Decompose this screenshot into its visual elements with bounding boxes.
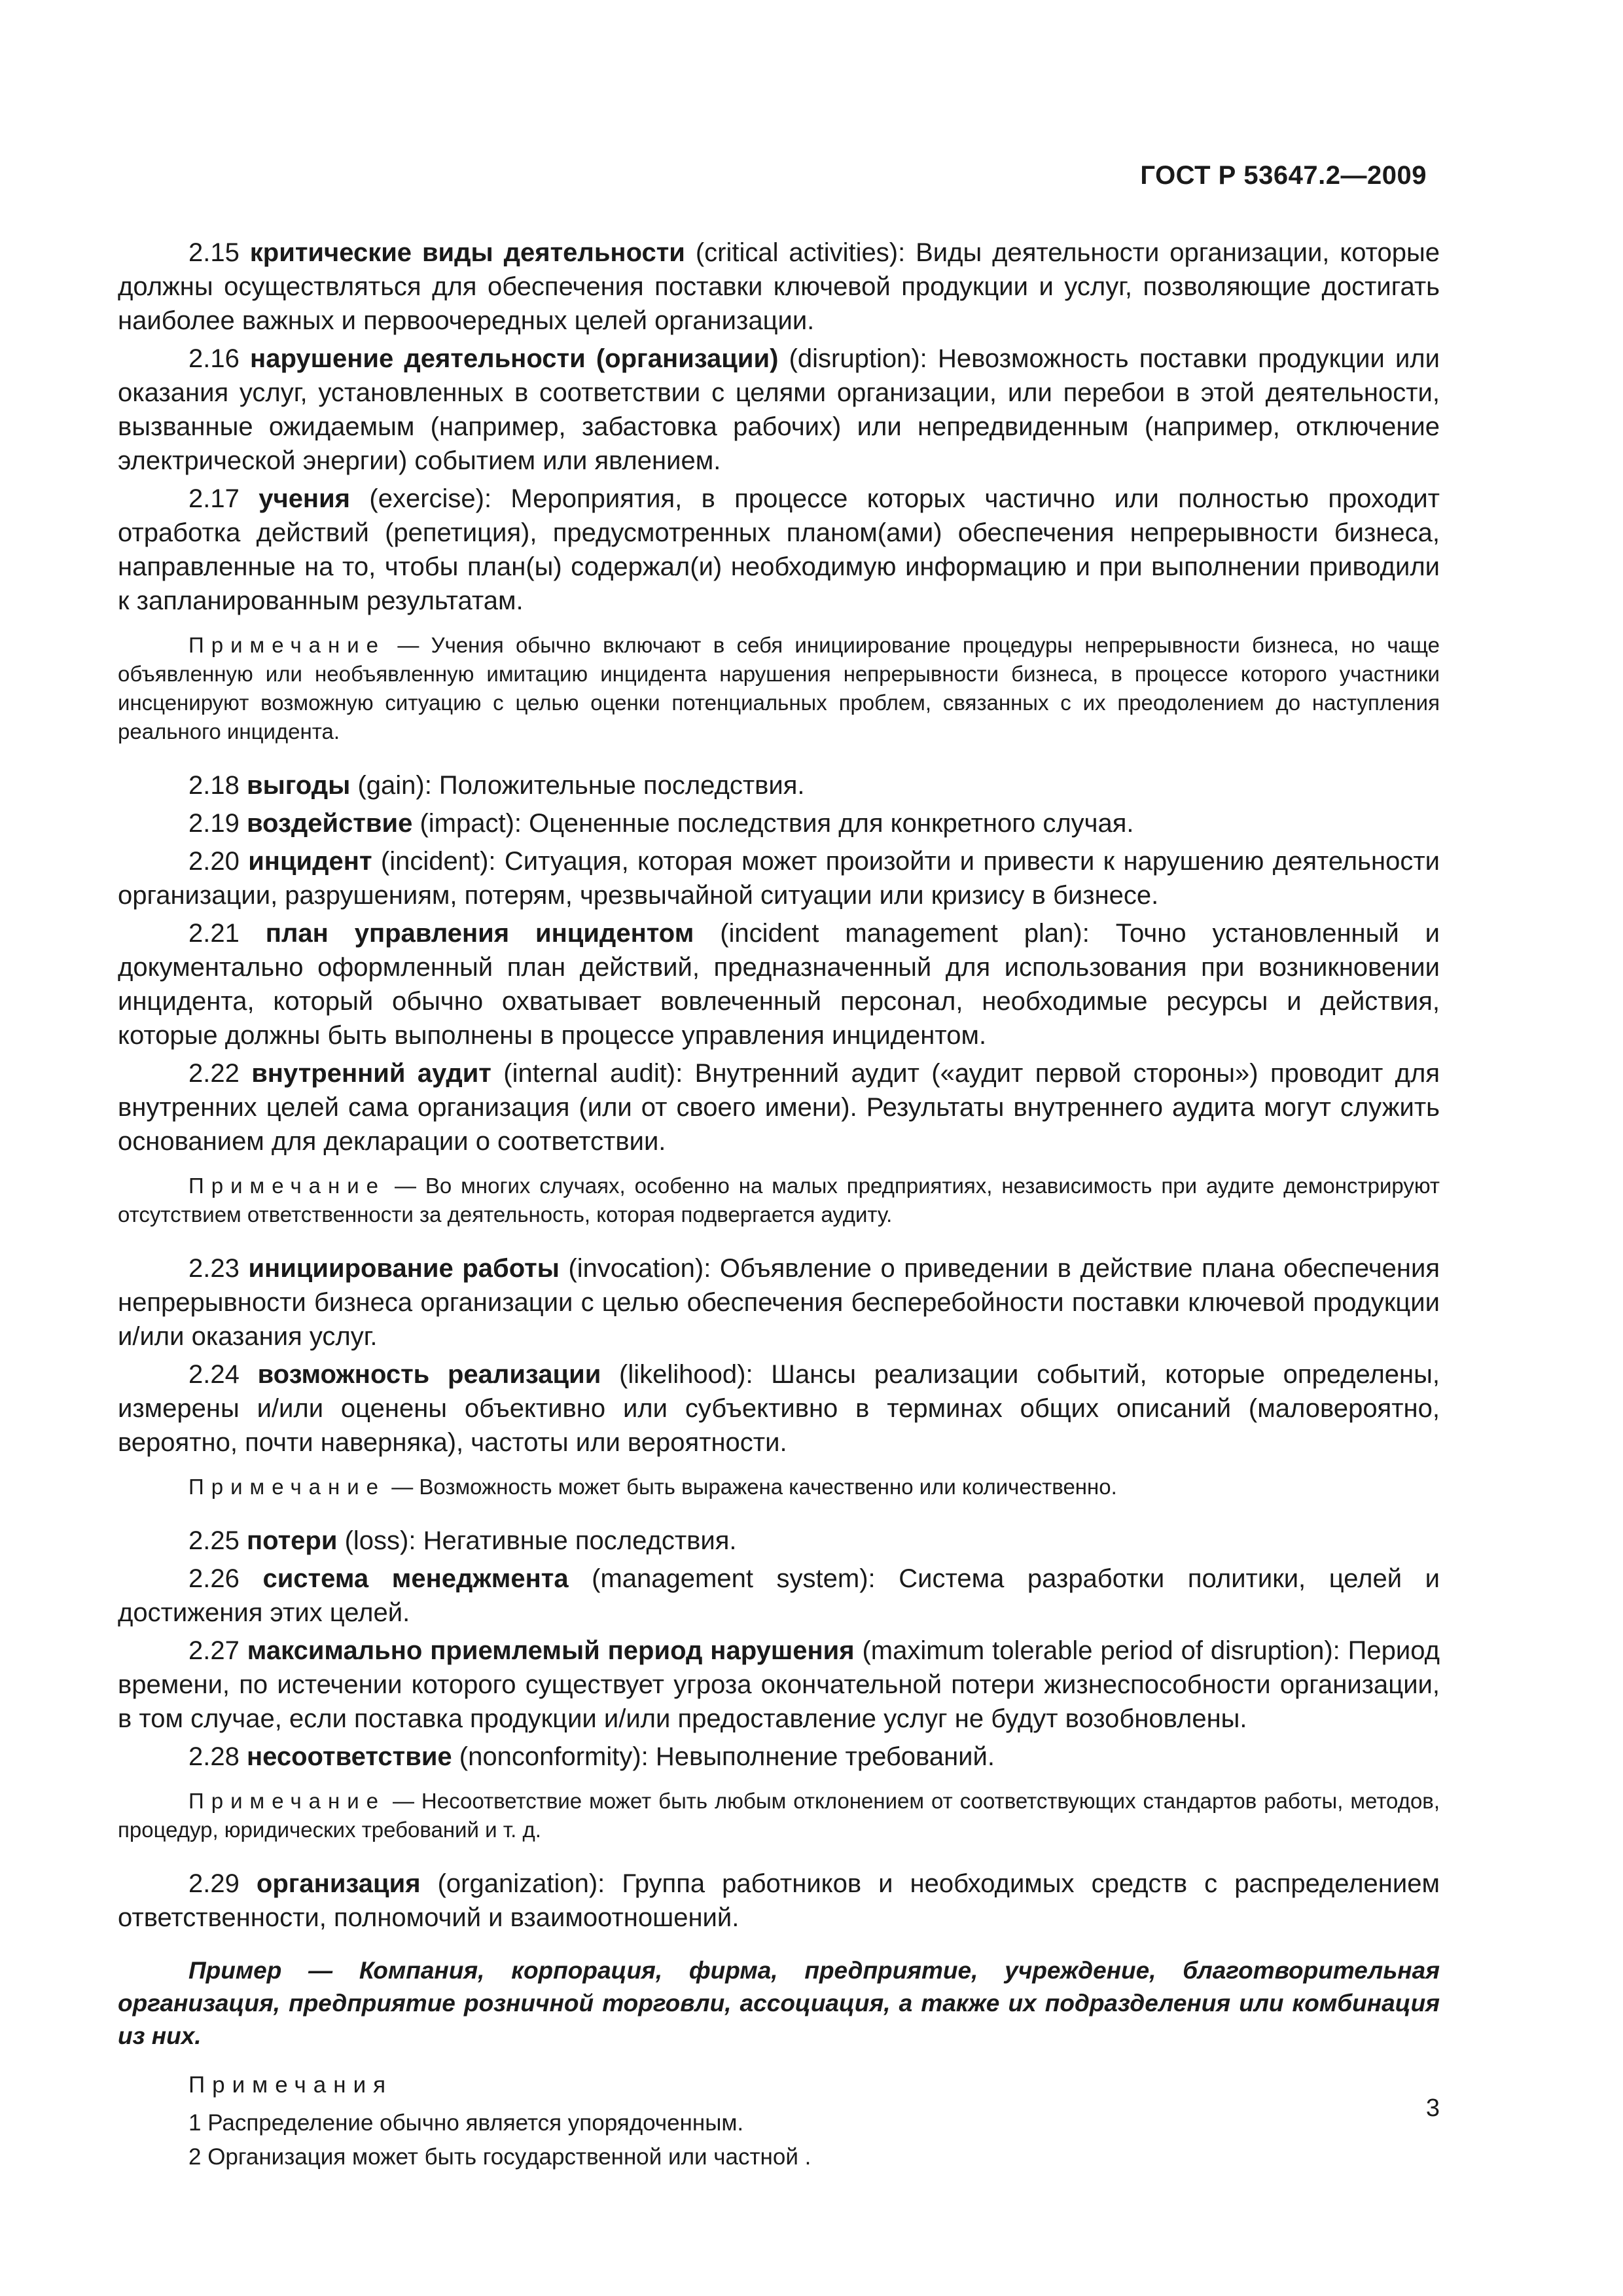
term-2-24 xyxy=(118,1357,1440,1460)
term-number: 2.27 xyxy=(188,1636,240,1665)
page-number: 3 xyxy=(1425,2094,1440,2122)
term-title: потери xyxy=(246,1526,338,1555)
term-2-28 xyxy=(118,1740,1440,1774)
term-title: учения xyxy=(259,484,351,513)
term-title: возможность реализации xyxy=(257,1360,601,1389)
term-number: 2.28 xyxy=(188,1742,240,1771)
note-text: — Возможность может быть выражена качественно или количественно. xyxy=(391,1475,1117,1499)
term-2-15 xyxy=(118,236,1440,338)
term-title: инцидент xyxy=(248,847,372,876)
term-2-16 xyxy=(118,342,1440,478)
term-title: несоответствие xyxy=(246,1742,452,1771)
term-title: нарушение деятельности (организации) xyxy=(250,344,779,373)
term-2-23 xyxy=(118,1251,1440,1354)
term-title: воздействие xyxy=(246,809,413,838)
term-number: 2.23 xyxy=(188,1254,240,1283)
term-2-17 xyxy=(118,482,1440,618)
term-2-20 xyxy=(118,844,1440,912)
term-title: система менеджмента xyxy=(262,1564,569,1593)
document-body xyxy=(118,236,1440,2174)
note-2-24 xyxy=(118,1473,1440,1501)
note-label: Примечание xyxy=(188,633,386,657)
term-number: 2.18 xyxy=(188,771,240,800)
term-2-19 xyxy=(118,806,1440,840)
note-2-28 xyxy=(118,1787,1440,1844)
note-label: Примечание xyxy=(188,1475,386,1499)
term-2-21 xyxy=(118,916,1440,1052)
note-text: — Во многих случаях, особенно на малых предприятиях, независимость при аудите демонстрируют отсутствием ответственности за деятельность, которая подвергается аудиту. xyxy=(118,1174,1440,1227)
term-definition: (nonconformity): Невыполнение требований. xyxy=(452,1742,995,1771)
notes-list-item: 2 Организация может быть государственной или частной . xyxy=(188,2144,812,2170)
term-number: 2.26 xyxy=(188,1564,240,1593)
term-title: критические виды деятельности xyxy=(249,238,685,267)
example-2-29: Пример — Компания, корпорация, фирма, предприятие, учреждение, благотворительная организация, предприятие розничной торговли, ассоциация, а также их подразделения или комбинация из них. xyxy=(118,1957,1440,2049)
term-2-25 xyxy=(118,1524,1440,1558)
note-label: Примечание xyxy=(188,1789,386,1813)
term-number: 2.22 xyxy=(188,1059,240,1088)
term-definition: (critical activities): Виды деятельности организации, которые должны осуществляться для обеспечения поставки ключевой продукции и услуг, позволяющие достигать наиболее важных и первоочередных целей организации. xyxy=(118,238,1440,335)
term-2-18 xyxy=(118,768,1440,802)
term-definition: (loss): Негативные последствия. xyxy=(337,1526,737,1555)
term-title: максимально приемлемый период нарушения xyxy=(247,1636,855,1665)
note-2-22 xyxy=(118,1172,1440,1229)
term-definition: (incident management plan): Точно установленный и документально оформленный план действий, предназначенный для использования при возникновении инцидента, который обычно охватывает вовлеченный персонал, необходимые ресурсы и действия, которые должны быть выполнены в процессе управления инцидентом. xyxy=(118,919,1440,1050)
notes-list-item: 1 Распределение обычно является упорядоченным. xyxy=(188,2110,744,2136)
notes-list-title: Примечания xyxy=(188,2072,393,2098)
term-number: 2.15 xyxy=(188,238,240,267)
term-definition: (management system): Система разработки политики, целей и достижения этих целей. xyxy=(118,1564,1440,1627)
term-definition: (likelihood): Шансы реализации событий, которые определены, измерены и/или оценены объективно или субъективно в терминах общих описаний (маловероятно, вероятно, почти наверняка), частоты или вероятности. xyxy=(118,1360,1440,1457)
term-title: инициирование работы xyxy=(248,1254,560,1283)
term-number: 2.16 xyxy=(188,344,240,373)
term-title: выгоды xyxy=(246,771,351,800)
document-id: ГОСТ Р 53647.2—2009 xyxy=(1140,161,1427,190)
term-definition: (invocation): Объявление о приведении в действие плана обеспечения непрерывности бизнеса организации с целью обеспечения бесперебойности поставки ключевой продукции и/или оказания услуг. xyxy=(118,1254,1440,1351)
term-definition: (exercise): Мероприятия, в процессе которых частично или полностью проходит отработка действий (репетиция), предусмотренных планом(ами) обеспечения непрерывности бизнеса, направленные на то, чтобы план(ы) содержал(и) необходимую информацию и при выполнении приводили к запланированным результатам. xyxy=(118,484,1440,615)
term-number: 2.21 xyxy=(188,919,240,948)
note-text: — Несоответствие может быть любым отклонением от соответствующих стандартов работы, методов, процедур, юридических требований и т. д. xyxy=(118,1789,1440,1842)
term-number: 2.25 xyxy=(188,1526,240,1555)
term-title: план управления инцидентом xyxy=(265,919,694,948)
term-2-27 xyxy=(118,1634,1440,1736)
term-definition: (impact): Оцененные последствия для конкретного случая. xyxy=(412,809,1134,838)
note-2-17 xyxy=(118,631,1440,746)
term-definition: (gain): Положительные последствия. xyxy=(350,771,805,800)
term-number: 2.19 xyxy=(188,809,240,838)
term-definition: (maximum tolerable period of disruption): Период времени, по истечении которого существует угроза окончательной потери жизнеспособности организации, в том случае, если поставка продукции и/или предоставление услуг не будут возобновлены. xyxy=(118,1636,1440,1733)
term-definition: (disruption): Невозможность поставки продукции или оказания услуг, установленных в соответствии с целями организации, или перебои в этой деятельности, вызванные ожидаемым (например, забастовка рабочих) или непредвиденным (например, отключение электрической энергии) событием или явлением. xyxy=(118,344,1440,475)
note-label: Примечание xyxy=(188,1174,386,1198)
term-2-22 xyxy=(118,1056,1440,1158)
term-number: 2.17 xyxy=(188,484,240,513)
term-definition: (internal audit): Внутренний аудит («аудит первой стороны») проводит для внутренних целей сама организация (или от своего имени). Результаты внутреннего аудита могут служить основанием для декларации о соответствии. xyxy=(118,1059,1440,1156)
term-number: 2.29 xyxy=(188,1869,240,1898)
term-2-29 xyxy=(118,1867,1440,1935)
term-title: внутренний аудит xyxy=(251,1059,491,1088)
term-2-26 xyxy=(118,1562,1440,1630)
term-definition: (incident): Ситуация, которая может произойти и привести к нарушению деятельности организации, разрушениям, потерям, чрезвычайной ситуации или кризису в бизнесе. xyxy=(118,847,1440,910)
term-number: 2.20 xyxy=(188,847,240,876)
term-number: 2.24 xyxy=(188,1360,240,1389)
note-text: — Учения обычно включают в себя инициирование процедуры непрерывности бизнеса, но чаще объявленную или необъявленную имитацию инцидента нарушения непрерывности бизнеса, в процессе которого участники инсценируют возможную ситуацию с целью оценки потенциальных проблем, связанных с их преодолением до наступления реального инцидента. xyxy=(118,633,1440,744)
term-definition: (organization): Группа работников и необходимых средств с распределением ответственности, полномочий и взаимоотношений. xyxy=(118,1869,1440,1932)
term-title: организация xyxy=(256,1869,421,1898)
